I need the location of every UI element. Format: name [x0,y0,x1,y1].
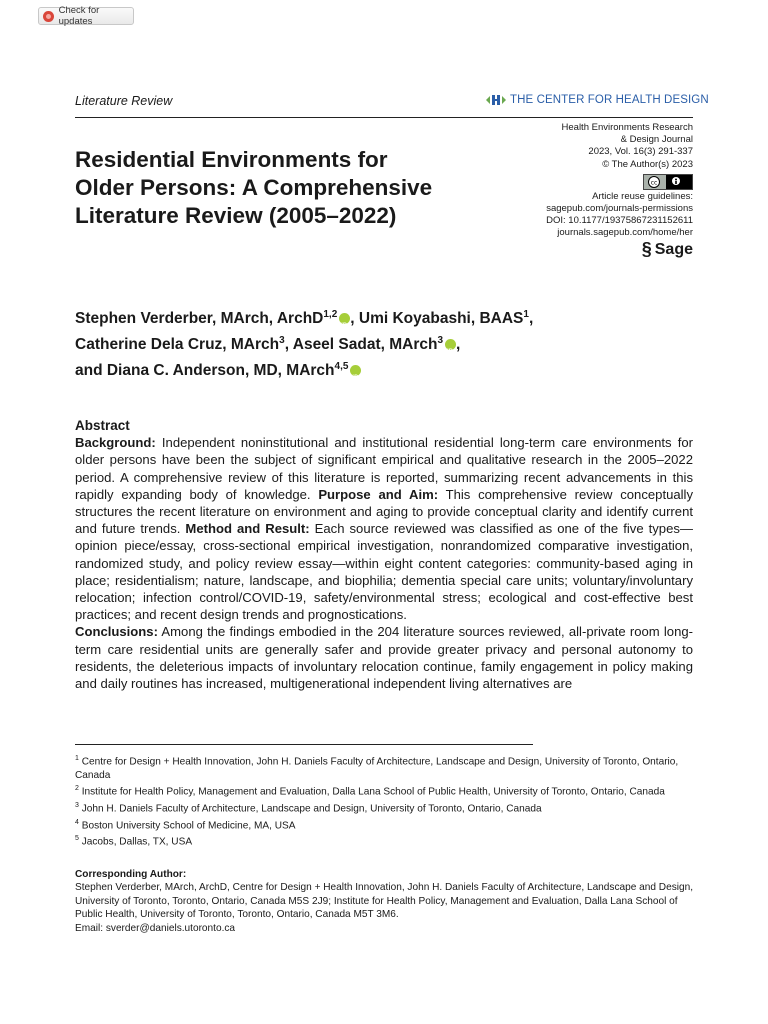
orcid-icon[interactable] [350,365,361,376]
header-divider [75,117,693,118]
journal-homepage-link[interactable]: journals.sagepub.com/home/her [557,227,693,239]
footnote-divider [75,744,533,745]
author-name: and Diana C. Anderson, MD, MArch [75,362,335,380]
abstract [75,417,693,692]
footnote-text: Jacobs, Dallas, TX, USA [81,836,193,848]
cc-text: cc [650,179,658,187]
author-name: Catherine Dela Cruz, MArch [75,336,280,354]
abstract-text: Independent noninstitutional and institutional residential long-term care environments for older persons have been the subject of significant empirical and qualitative research in the 2005–2022 period. A comprehensive review of this literature is reported, summarizing recent advancements in this rapidly expanding body of knowledge. [75,435,693,502]
check-for-updates-button[interactable] [38,7,134,25]
author-affiliation: 4,5 [334,361,349,373]
author-separator: , [528,310,534,328]
footnote-text: John H. Daniels Faculty of Architecture, Landscape and Design, University of Toronto, Ontario, Canada [81,803,542,815]
sage-logo [642,239,693,260]
corresponding-address: Stephen Verderber, MArch, ArchD, Centre for Design + Health Innovation, John H. Daniels Faculty of Architecture, Landscape and Design, University of Toronto, Toronto, Ontario, Canada M5S 2J9; Institute for Health Policy, Management and Evaluation, Dalla Lana School of Public Health, University of Toronto, Toronto, Ontario, Canada M5T 3M6. [75,882,694,921]
brand-name: THE CENTER FOR HEALTH DESIGN [510,94,709,106]
journal-line: © The Author(s) 2023 [602,158,693,170]
abstract-text: Each source reviewed was classified as one of the five types—opinion piece/essay, cross-sectional empirical investigation, nonrandomized comparative investigation, randomized study, and policy review essay—within eight content categories: community-based aging in place; residentialism; nature, landscape, and biophilia; dementia special care units; voluntary/involuntary relocation; infection control/COVID-19, safety/environmental stress; ecological and cost-effective best practices; and recent design trends and prognostications. [75,521,694,623]
footnote-number: 4 [75,818,79,826]
author-name: Stephen Verderber, MArch, ArchD [75,310,324,328]
journal-line: 2023, Vol. 16(3) 291-337 [588,146,693,158]
affiliation-footnotes [75,752,695,849]
footnote-text: Boston University School of Medicine, MA, USA [81,820,296,832]
abstract-body [75,434,693,692]
author-affiliation: 3 [279,335,285,347]
footnote-text: Centre for Design + Health Innovation, John H. Daniels Faculty of Architecture, Landscape and Design, University of Toronto, Ontario, Canada [75,756,679,781]
author-affiliation: 1,2 [323,309,338,320]
abstract-label: Method and Result: [185,521,310,537]
author-separator: , [350,310,359,328]
doi[interactable]: DOI: 10.1177/19375867231152611 [546,215,693,227]
check-for-updates-label: Check for updates [58,5,100,27]
article-type-label: Literature Review [75,94,173,108]
author-affiliation: 1 [523,309,529,320]
abstract-label: Purpose and Aim: [318,486,439,502]
footnote [75,752,695,782]
corresponding-heading: Corresponding Author: [75,869,187,880]
author-name: Aseel Sadat, MArch [292,336,438,354]
corresponding-author [75,868,695,935]
journal-info [473,122,693,240]
author-separator: , [284,336,293,354]
abstract-label: Background: [75,435,156,451]
reuse-link[interactable]: sagepub.com/journals-permissions [546,203,693,215]
footnote [75,782,695,799]
footnote [75,799,695,816]
author-list [75,304,695,382]
footnote [75,816,695,833]
crossmark-icon [43,11,54,22]
sage-s-icon: § [641,239,652,259]
footnote [75,832,695,849]
abstract-text: This comprehensive review conceptually structures the recent literature on environment and aging to provide conceptual clarity and identify current and future trends. [75,486,694,537]
reuse-line: Article reuse guidelines: [592,190,693,202]
abstract-label: Conclusions: [75,624,158,640]
footnote-number: 1 [75,755,79,762]
chd-logo-icon [485,93,507,107]
author-name: Umi Koyabashi, BAAS [358,310,524,328]
abstract-heading: Abstract [75,418,130,433]
journal-line: Health Environments Research [561,122,693,133]
creative-commons-icon [643,174,693,190]
abstract-text: Among the findings embodied in the 204 literature sources reviewed, all-private room long-term care residential units are generally safer and provide greater privacy and personal autonomy to residents, the deleterious impacts of involuntary relocation continue, family engagement in policy making and daily routines has increased, multigenerational independent living alternatives are [75,624,693,692]
footnote-text: Institute for Health Policy, Management and Evaluation, Dalla Lana School of Public Health, University of Toronto, Ontario, Canada [81,786,665,798]
orcid-icon[interactable] [445,339,456,350]
author-separator: , [456,336,461,354]
publisher-name: Sage [654,240,693,258]
corresponding-email[interactable]: Email: sverder@daniels.utoronto.ca [75,922,236,934]
footnote-number: 5 [75,835,79,843]
footnote-number: 3 [75,801,79,809]
article-title: Residential Environments for Older Persons: A Comprehensive Literature Review (2005–2022) [75,147,433,228]
orcid-icon[interactable] [339,313,350,324]
footnote-number: 2 [75,785,79,793]
journal-line: & Design Journal [620,134,693,146]
author-affiliation: 3 [437,335,444,347]
center-for-health-design-logo [485,93,709,107]
